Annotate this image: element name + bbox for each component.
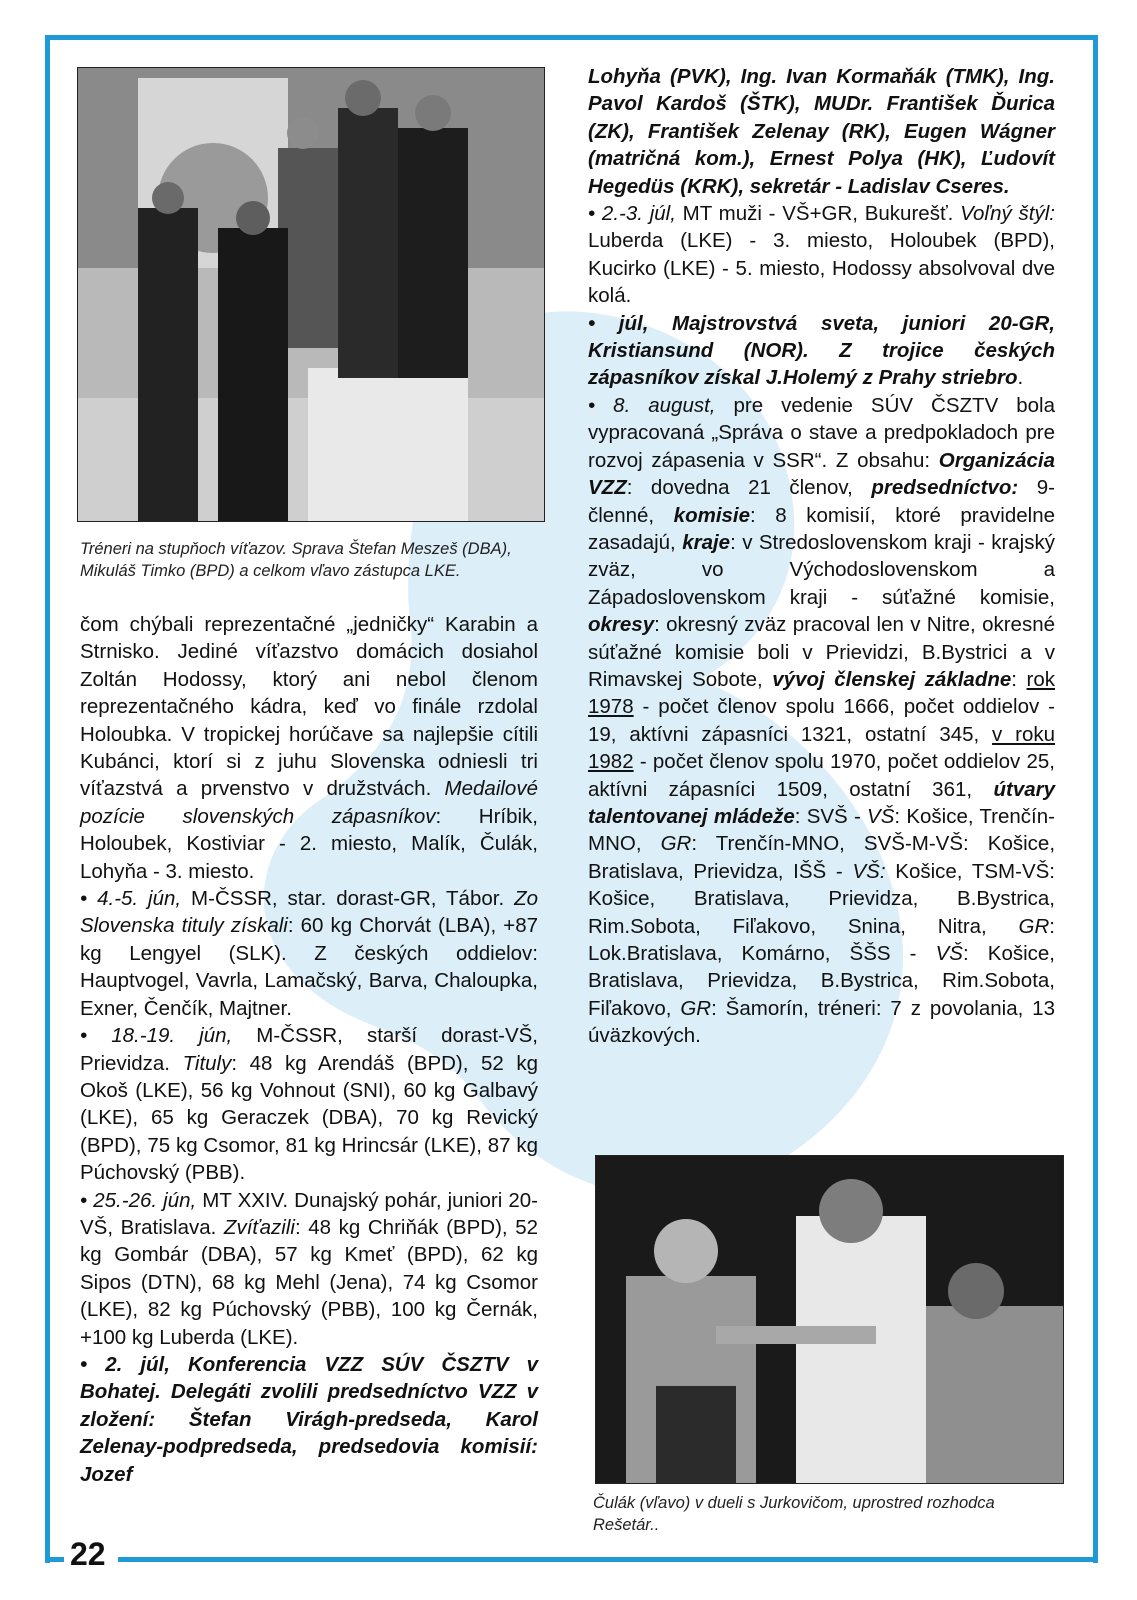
page-border-bottom-right [118, 1557, 1098, 1562]
photo-caption-coaches: Tréneri na stupňoch víťazov. Sprava Štefan Meszeš (DBA), Mikuláš Timko (BPD) a celkom vľavo zástupca LKE. [80, 540, 512, 580]
left-column [80, 611, 538, 1488]
paragraph: Lohyňa (PVK), Ing. Ivan Kormaňák (TMK), Ing. Pavol Kardoš (ŠTK), MUDr. František Ďurica (ZK), František Zelenay (RK), Eugen Wágner (matričná kom.), Ernest Polya (HK), Ľudovít Hegedüs (KRK), sekretár - Ladislav Cseres. [588, 65, 1055, 198]
paragraph: • 2.-3. júl, MT muži - VŠ+GR, Bukurešť. Voľný štýl: Luberda (LKE) - 3. miesto, Holoubek (BPD), Kucirko (LKE) - 5. miesto, Hodossy absolvoval dve kolá. [588, 202, 1056, 308]
page-border-bottom-left [45, 1557, 65, 1562]
paragraph: • 2. júl, Konferencia VZZ SÚV ČSZTV v Bohatej. Delegáti zvolili predsedníctvo VZZ v zložení: Štefan Virágh-predseda, Karol Zelenay-podpredseda, predsedovia komisií: Jozef [80, 1352, 538, 1486]
photo-coaches-podium [77, 67, 545, 522]
paragraph: čom chýbali reprezentačné „jedničky“ Karabin a Strnisko. Jediné víťazstvo domácich dosiahol Zoltán Hodossy, ktorý ani nebol členom reprezentačného kádra, keď vo finále rzdolal Holoubka. V tropickej horúčave sa najlepšie cítili Kubánci, ktorí si z juhu Slovenska odniesli tri víťazstvá a prvenstvo v družstvách. Medailové pozície slovenských zápasníkov: Hríbik, Holoubek, Kostiviar - 2. miesto, Malík, Čulák, Lohyňa - 3. miesto. [80, 613, 538, 883]
paragraph: • 25.-26. jún, MT XXIV. Dunajský pohár, juniori 20-VŠ, Bratislava. Zvíťazili: 48 kg Chriňák (BPD), 52 kg Gombár (DBA), 57 kg Kmeť (BPD), 62 kg Sipos (DTN), 68 kg Mehl (Jena), 74 kg Csomor (LKE), 82 kg Púchovský (PBB), 100 kg Černák, +100 kg Luberda (LKE). [80, 1188, 539, 1349]
paragraph: • júl, Majstrovstvá sveta, juniori 20-GR, Kristiansund (NOR). Z trojice českých zápasníkov získal J.Holemý z Prahy striebro. [588, 311, 1055, 390]
photo-caption-wrestling: Čulák (vľavo) v dueli s Jurkovičom, uprostred rozhodca Rešetár.. [593, 1494, 995, 1534]
paragraph: • 18.-19. jún, M-ČSSR, starší dorast-VŠ, Prievidza. Tituly: 48 kg Arendáš (BPD), 52 kg Okoš (LKE), 56 kg Vohnout (SNI), 60 kg Galbavý (LKE), 65 kg Geraczek (DBA), 70 kg Revický (BPD), 75 kg Csomor, 81 kg Hrincsár (LKE), 87 kg Púchovský (PBB). [80, 1024, 538, 1185]
photo-wrestling-duel [595, 1155, 1064, 1484]
paragraph: • 8. august, pre vedenie SÚV ČSZTV bola vypracovaná „Správa o stave a predpokladoch pre rozvoj zápasenia v SSR“. Z obsahu: Organizácia VZZ: dovedna 21 členov, predsedníctvo: 9-členné, komisie: 8 komisií, ktoré pravidelne zasadajú, kraje: v Stredoslovenskom kraji - krajský zväz, vo Východoslovenskom a Západoslovenskom kraji - súťažné komisie, okresy: okresný zväz pracoval len v Nitre, okresné súťažné komisie boli v Prievidzi, B.Bystrici a v Rimavskej Sobote, vývoj členskej základne: rok 1978 - počet členov spolu 1666, počet oddielov - 19, aktívni zápasníci 1321, ostatní 345, v roku 1982 - počet členov spolu 1970, počet oddielov 25, aktívni zápasníci 1509, ostatní 361, útvary talentovanej mládeže: SVŠ - VŠ: Košice, Trenčín-MNO, GR: Trenčín-MNO, SVŠ-M-VŠ: Košice, Bratislava, Prievidza, IŠŠ - VŠ: Košice, TSM-VŠ: Košice, Bratislava, Prievidza, B.Bystrica, Rim.Sobota, Fiľakovo, Snina, Nitra, GR: Lok.Bratislava, Komárno, ŠŠS - VŠ: Košice, Bratislava, Prievidza, B.Bystrica, Rim.Sobota, Fiľakovo, GR: Šamorín, tréneri: 7 z povolania, 13 úväzkových. [588, 393, 1056, 1048]
right-column [588, 63, 1055, 1050]
page-number: 22 [64, 1530, 112, 1578]
paragraph: • 4.-5. jún, M-ČSSR, star. dorast-GR, Tábor. Zo Slovenska tituly získali: 60 kg Chorvát (LBA), +87 kg Lengyel (SLK). Z českých oddielov: Hauptvogel, Vavrla, Lamačský, Barva, Chaloupka, Exner, Čenčík, Majtner. [80, 887, 539, 1020]
